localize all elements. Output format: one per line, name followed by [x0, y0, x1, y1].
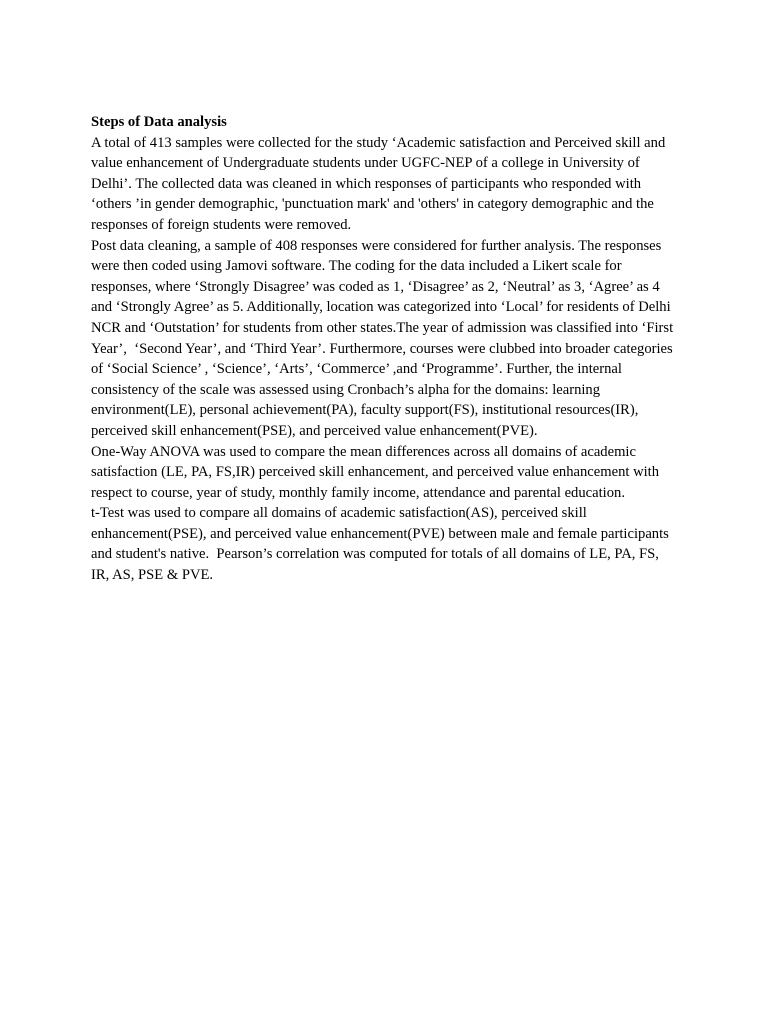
- paragraph-data-collection: A total of 413 samples were collected for the study ‘Academic satisfaction and Perceived skill and value enhancement of Undergraduate students under UGFC-NEP of a college in University of Delhi’. The collected data was cleaned in which responses of participants who responded with ‘others ’in gender demographic, 'punctuation mark' and 'others' in category demographic and the responses of foreign students were removed.: [91, 134, 669, 233]
- paragraph-data-coding: Post data cleaning, a sample of 408 responses were considered for further analysis. The responses were then coded using Jamovi software. The coding for the data included a Likert scale for responses, where ‘Strongly Disagree’ was coded as 1, ‘Disagree’ as 2, ‘Neutral’ as 3, ‘Agree’ as 4 and ‘Strongly Agree’ as 5. Additionally, location was categorized into ‘Local’ for residents of Delhi NCR and ‘Outstation’ for students from other states.The year of admission was classified into ‘First Year’, ‘Second Year’, and ‘Third Year’. Furthermore, courses were clubbed into broader categories of ‘Social Science’ , ‘Science’, ‘Arts’, ‘Commerce’ ,and ‘Programme’. Further, the internal consistency of the scale was assessed using Cronbach’s alpha for the domains: learning environment(LE), personal achievement(PA), faculty support(FS), institutional resources(IR), perceived skill enhancement(PSE), and perceived value enhancement(PVE).: [91, 237, 677, 439]
- paragraph-anova: One-Way ANOVA was used to compare the mean differences across all domains of academic satisfaction (LE, PA, FS,IR) perceived skill enhancement, and perceived value enhancement with respect to course, year of study, monthly family income, attendance and parental education.: [91, 443, 663, 501]
- section-heading: Steps of Data analysis: [91, 114, 227, 130]
- paragraph-t-test: t-Test was used to compare all domains of academic satisfaction(AS), perceived skill enhancement(PSE), and perceived value enhancement(PVE) between male and female participants and student's native. Pearson’s correlation was computed for totals of all domains of LE, PA, FS, IR, AS, PSE & PVE.: [91, 505, 673, 584]
- document-body: [91, 112, 679, 586]
